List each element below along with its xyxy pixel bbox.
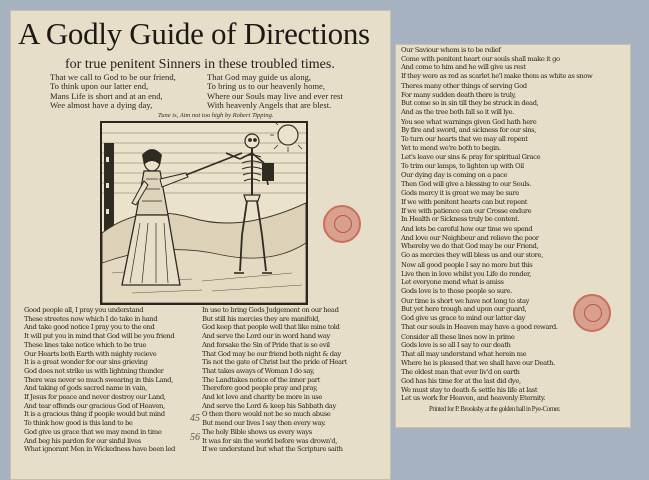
verse-line: To think how good is this land to be	[24, 419, 133, 428]
marginal-note: 45	[190, 413, 200, 424]
broadside-title: A Godly Guide of Directions	[18, 16, 370, 51]
verse-line: Let everyone mend what is amiss	[401, 278, 504, 287]
verse-line: Our Saviour whom is to be relief	[401, 46, 501, 54]
verse-line: And tear offends our gracious God of Heaven,	[24, 401, 165, 410]
verse-line: And forsake the Sin of Pride that is so evil	[202, 340, 330, 349]
verse-line: Live then in love whilst you Life do render,	[401, 269, 531, 278]
verse-line: Let's leave our sins & pray for spiritual Grace	[401, 153, 541, 162]
verse-line: The holy Bible shows us every ways	[202, 427, 312, 436]
verse-line: There was never so much swearing in this Land,	[24, 375, 173, 384]
printer-imprint: Printed for P. Brooksby at the golden ball in Pye-Corner.	[429, 406, 561, 414]
verse-line: O then there would not be so much abuse	[202, 410, 331, 419]
verse-line: That all may understand what herein me	[401, 349, 527, 358]
verse-line: And let love and charity be more in use	[202, 393, 323, 402]
verse-line: Where he is pleased that we shall have our Death.	[401, 358, 555, 367]
verse-line: What ignorant Men in Wickedness have been led	[24, 445, 175, 454]
continuation-sheet	[395, 44, 631, 428]
verse-line: It will put you in mind that God will be you friend	[24, 332, 175, 341]
verse-line: And serve the Lord & keep his Sabbath day	[202, 401, 336, 410]
poem-line: That we call to God to be our friend,	[50, 72, 176, 82]
verse-line: Gods love is to those people so sure.	[401, 286, 512, 295]
verse-line: That takes aways of Woman I do say,	[202, 366, 315, 375]
verse-line: The oldest man that ever liv'd on earth	[401, 368, 520, 377]
verse-line: God does not strike us with lightning thunder	[24, 366, 164, 375]
woodcut-illustration	[100, 121, 308, 305]
library-stamp	[573, 294, 611, 332]
poem-line: Where our Souls may live and ever rest	[207, 90, 343, 101]
verse-line: Yet to mend we're both to begin.	[401, 143, 501, 152]
verse-line: That our souls in Heaven may have a good reward.	[401, 322, 558, 331]
verse-line: And beg his pardon for our sinful lives	[24, 436, 141, 445]
verse-line: Now all good people I say no more but this	[401, 260, 533, 269]
verse-line: These streetes now which I do take in hand	[24, 314, 158, 323]
verse-line: And love our Neighbour and relieve the poor	[401, 233, 539, 242]
verse-line: And lets be careful how our time we spend	[401, 225, 533, 234]
verse-column-left	[24, 306, 200, 454]
verse-line: If we with penitent hearts can but repent	[401, 197, 528, 206]
verse-line: Come with penitent heart our souls shall make it go	[401, 54, 560, 63]
verse-line: It is a gracious thing if people would but mind	[24, 410, 165, 419]
verse-line: These lines take notice which to be true	[24, 340, 147, 349]
verse-line: And taking of gods sacred name in vain,	[24, 384, 147, 393]
verse-line: To trim our lamps, to lighten up with Oil	[401, 162, 524, 171]
poem-line: Wee almost have a dying day,	[50, 99, 153, 110]
verse-line: Go as mercies they will bless us and our store,	[401, 251, 543, 260]
verse-line: Gods love is so all I say to our death	[401, 341, 511, 350]
verse-line: To turn our hearts that we may all repent	[401, 135, 528, 144]
verse-line: Our time is short we have not long to stay	[401, 296, 530, 305]
verse-line: Our dying day is coming on a pace	[401, 170, 508, 179]
continuation-verses	[401, 46, 629, 415]
verse-line: But yet here trough and upon our guard,	[401, 305, 527, 314]
verse-line: It is a great wonder for our sins grieving	[24, 358, 148, 367]
verse-line: It was for sin the world before was drown'd,	[202, 436, 338, 445]
poem-line: To think upon our latter end,	[50, 81, 149, 92]
library-stamp	[323, 205, 361, 243]
verse-column-right	[202, 306, 384, 454]
broadside-sheet	[10, 10, 391, 480]
verse-line: Theres many other things of serving God	[401, 81, 527, 90]
verse-line: Our Hearts both Earth with mighty recieve	[24, 349, 157, 358]
verse-line: God keep that people well that like mine told	[202, 323, 340, 332]
verse-line: God give us grace to mind our latter day	[401, 314, 525, 323]
verse-line: If we with patience can our Crosse endure	[401, 206, 532, 215]
verse-line: Consider all these lines now in prime	[401, 332, 515, 341]
verse-line: That God may be our friend both night & day	[202, 349, 341, 358]
death-and-woman-woodcut	[102, 123, 306, 303]
verse-line: If we understand but what the Scripture saith	[202, 445, 343, 454]
verse-line: And take good notice I pray you to the end	[24, 323, 155, 332]
verse-line: Tis not the gate of Christ but the pride of Heart	[202, 358, 347, 367]
marginal-note: 56	[190, 432, 200, 443]
verse-line: In Health or Sickness truly be content.	[401, 215, 520, 224]
verse-line: By fire and sword, and sickness for our sins,	[401, 126, 537, 135]
verse-line: The Landtakes notice of the inner part	[202, 375, 320, 384]
verse-line: God give us grace that we may mend in time	[24, 427, 162, 436]
verse-line: Good people all, I pray you understand	[24, 306, 144, 314]
verse-line: For many sudden death there is truly,	[401, 90, 516, 99]
broadside-subtitle: for true penitent Sinners in these troubled times.	[65, 57, 335, 72]
poem-line: Mans Life is short and at an end,	[50, 90, 163, 101]
tune-credit: Tune is, Aim not too high by Robert Tipping.	[158, 112, 274, 119]
verse-line: If they were as red as scarlet he'l make them as white as snow	[401, 72, 593, 81]
verse-line: Then God will give a blessing to our Souls.	[401, 179, 531, 188]
poem-line: With heavenly Angels that are blest.	[207, 99, 332, 110]
poem-line: To bring us to our heavenly home,	[207, 81, 326, 92]
verse-line: Gods mercy it is great we may be sure	[401, 189, 519, 198]
poem-line: That God may guide us along,	[207, 72, 312, 82]
verse-line: And come to him and he will give us rest	[401, 63, 526, 72]
verse-line: In use to bring Gods Judgement on our head	[202, 306, 339, 314]
verse-line: Let us work for Heaven, and heavenly Eternity.	[401, 394, 546, 403]
verse-line: Therefore good people pray and pray,	[202, 384, 318, 393]
verse-line: But come so in sin till they be struck in dead,	[401, 99, 539, 108]
verse-line: And serve the Lord our in word hand way	[202, 332, 330, 341]
verse-line: If Jesus for peace and never destroy our Land,	[24, 393, 166, 402]
verse-line: Whereby we do that God may be our Friend,	[401, 242, 539, 251]
intro-poem-left	[50, 73, 176, 110]
intro-poem-right	[207, 73, 343, 110]
verse-line: But mend our lives I say then every way.	[202, 419, 326, 428]
verse-line: But still his mercies they are manifold,	[202, 314, 320, 323]
verse-line: And as the tree both fall so it will lye.	[401, 107, 514, 116]
verse-line: God has his time for at the last did dye,	[401, 377, 521, 386]
verse-line: You see what warnings given God hath here	[401, 117, 537, 126]
verse-line: We must stay to death & settle his life at last	[401, 385, 538, 394]
